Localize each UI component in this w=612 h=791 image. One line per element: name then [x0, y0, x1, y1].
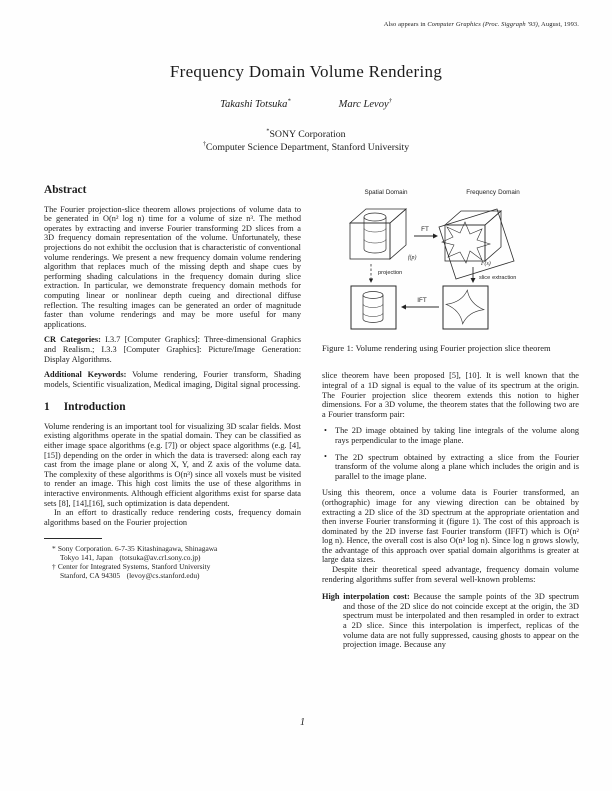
projected-cylinder-graphic	[363, 292, 383, 323]
problem-high-interpolation-cost	[322, 592, 579, 650]
frequency-domain-label: Frequency Domain	[466, 189, 520, 196]
introduction-heading	[44, 403, 301, 413]
body-para-3: Despite their theoretical speed advantage, frequency domain volume rendering algorithms suffer from several well-known problems:	[322, 565, 579, 584]
header-note-suffix: , August, 1993.	[537, 21, 579, 28]
affiliation-text: Computer Science Department, Stanford University	[205, 142, 410, 153]
figure-caption: Figure 1: Volume rendering using Fourier projection slice theorem	[322, 342, 551, 353]
author-marker: †	[388, 97, 392, 105]
keywords-label: Additional Keywords:	[44, 370, 127, 380]
author-levoy	[339, 99, 392, 110]
spatial-cube-graphic	[350, 209, 406, 259]
affiliation-marker: *	[266, 128, 270, 135]
projection-label: projection	[378, 270, 403, 276]
fp-label: f(p)	[408, 255, 417, 261]
affiliation-sony	[0, 128, 612, 141]
footnote-line: † Center for Integrated Systems, Stanford University	[52, 562, 211, 572]
author-totsuka	[220, 99, 290, 110]
header-note-prefix: Also appears in	[383, 21, 428, 28]
footnote-line: Stanford, CA 94305 (levoy@cs.stanford.edu)	[60, 571, 200, 581]
bullet-glyph: •	[324, 425, 327, 435]
additional-keywords	[44, 370, 301, 389]
paper-title: Frequency Domain Volume Rendering	[169, 62, 443, 81]
spectrum-star-graphic	[442, 222, 490, 263]
title-block	[0, 62, 612, 154]
spatial-domain-label: Spatial Domain	[364, 189, 408, 196]
bullet-text: The 2D spectrum obtained by extracting a slice from the Fourier transform of the volume along a plane which includes the origin and is parallel to the image plane.	[335, 452, 579, 481]
section-number: 1	[44, 401, 50, 414]
bullet-text: The 2D image obtained by taking line integrals of the volume along rays perpendicular to the image plane.	[335, 426, 579, 445]
cr-categories-label: CR Categories:	[44, 335, 101, 345]
footnotes	[44, 538, 301, 580]
author-name: Takashi Totsuka	[220, 99, 288, 110]
bullet-glyph: •	[324, 452, 327, 462]
slice-image-box	[443, 286, 488, 329]
projection-image-box	[351, 286, 396, 329]
author-line	[0, 99, 612, 110]
intro-para-1: Volume rendering is an important tool for visualizing 3D scalar fields. Most existing algorithms operate in the spatial domain. They can be classified as either image space algorithms (e.g. [7]) or object space algorithms (e.g. [4], [15]) depending on the order in which the data is traversed: along each ray cast from the image plane or along X, Y, and Z axis of the volume data. The complexity of these algorithms is O(n³) since all voxels must be visited to render an image. This high cost limits the use of these algorithms in interactive environments. Although efficient algorithms exist for sparse data sets [8], [14],[16], such optimization is data dependent.	[44, 421, 301, 508]
slice-extraction-label: slice extraction	[479, 275, 517, 281]
intro-para-2: In an effort to drastically reduce rendering costs, frequency domain algorithms based on the Fourier projection	[44, 508, 301, 527]
bullet-item	[322, 426, 579, 445]
problem-label: High interpolation cost:	[322, 592, 410, 602]
problem-text: Because the sample points of the 3D spectrum and those of the 2D slice do not coincide except at the origin, the 3D spectrum must be interpolated and then resampled in order to extract a 2D slice. Since this interpolation is imperfect, replicas of the volume data are not fully suppressed, causing ghosts to appear on the projection image. Because any	[343, 592, 579, 650]
header-note	[384, 21, 579, 28]
cylinder-graphic	[364, 213, 386, 253]
slice-star-graphic	[444, 288, 486, 327]
cr-categories	[44, 335, 301, 364]
keywords-text: Volume rendering, Fourier transform, Shading models, Scientific visualization, Medical imaging, Digital signal processing.	[44, 370, 302, 389]
fs-label: F(s)	[481, 261, 491, 267]
header-note-journal: Computer Graphics (Proc. Siggraph '93)	[427, 21, 538, 28]
bullet-item	[322, 453, 579, 482]
cr-categories-text: I.3.7 [Computer Graphics]: Three-dimensional Graphics and Realism.; I.3.3 [Computer Graphics]: Picture/Image Generation: Display Algorithms.	[44, 335, 302, 364]
section-title: Introduction	[63, 401, 126, 414]
author-name: Marc Levoy	[338, 99, 389, 110]
page-number: 1	[300, 717, 305, 728]
abstract-heading: Abstract	[44, 184, 87, 196]
right-column	[322, 183, 579, 650]
figure-1-diagram	[338, 183, 588, 333]
affiliation-stanford	[0, 141, 612, 154]
footnote-rule	[44, 538, 102, 539]
footnote-line: Tokyo 141, Japan (totsuka@av.crl.sony.co.jp)	[60, 553, 201, 563]
affiliations	[0, 128, 612, 154]
affiliation-marker: †	[202, 141, 206, 148]
abstract-body: The Fourier projection-slice theorem allows projections of volume data to be generated in O(n² log n) time for a volume of size n³. The method operates by extracting and inverse Fourier transforming 2D slices from a 3D frequency domain representation of the volume. Unfortunately, these projections do not exhibit the occlusion that is characteristic of conventional volume renderings. We present a new frequency domain volume rendering algorithm that replaces much of the missing depth and shape cues by performing shading calculations in the frequency domain during slice extraction. In particular, we demonstrate frequency domain methods for computing linear or nonlinear depth cueing and directional diffuse reflection. The resulting images can be generated an order of magnitude faster than volume renderings and may be more useful for many applications.	[44, 204, 301, 329]
author-marker: *	[287, 97, 291, 105]
left-column	[44, 186, 301, 580]
body-para-1: slice theorem have been proposed [5], [10]. It is well known that the integral of a 1D signal is equal to the value of its spectrum at the origin. The Fourier projection slice theorem extends this notion to higher dimensions. For a 3D volume, the theorem states that the following two are a Fourier transform pair:	[322, 371, 579, 419]
body-para-2: Using this theorem, once a volume data is Fourier transformed, an (orthographic) image for any viewing direction can be obtained by extracting a 2D slice of the 3D spectrum at the appropriate orientation and then inverse Fourier transforming it (figure 1). The cost of this approach is dominated by the 2D inverse fast Fourier transform (IFFT) which is O(n² log n). Hence, the overall cost is also O(n² log n). Since log n grows slowly, the advantage of this approach over spatial domain algorithms is greater at large data sizes.	[322, 488, 579, 565]
affiliation-text: SONY Corporation	[269, 129, 346, 140]
ift-label: IFT	[417, 297, 427, 304]
ft-label: FT	[421, 226, 429, 233]
footnote-line: * Sony Corporation. 6-7-35 Kitashinagawa, Shinagawa	[52, 544, 218, 554]
